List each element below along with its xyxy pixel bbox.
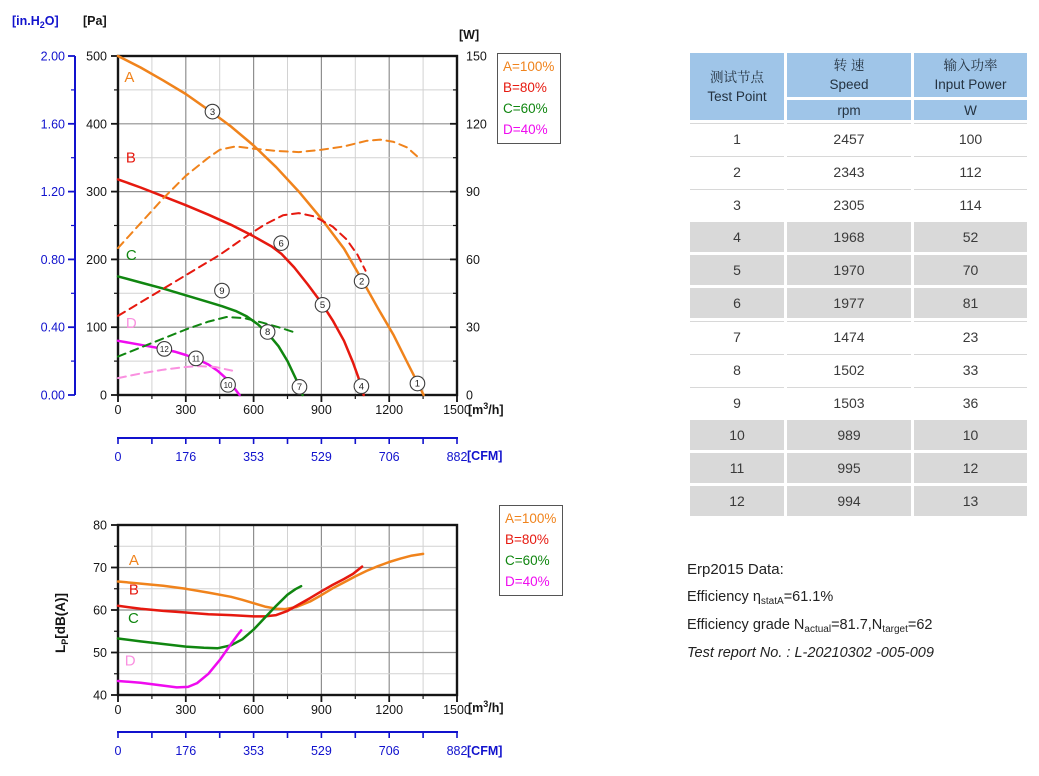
m3h-sup: 3 [483,401,489,411]
table-cell: 5 [690,255,784,285]
table-cell: 1474 [787,321,911,351]
table-row [690,222,1027,252]
table-row [690,255,1027,285]
svg-text:30: 30 [466,320,480,335]
table-row [690,321,1027,351]
axis-title-m3h-top [468,401,504,417]
point-marker-label-10: 10 [223,381,233,391]
point-marker-label-9: 9 [219,285,225,297]
table-cell: 10 [690,420,784,450]
curve-label-A: A [124,68,135,86]
noise-chart [0,486,560,776]
table-cell: 6 [690,288,784,318]
point-marker-label-5: 5 [319,300,326,312]
table-cell: 8 [690,354,784,384]
table-cell: 70 [914,255,1027,285]
table-cell: 114 [914,189,1027,219]
erp-eff-post: =61.1% [783,589,834,605]
erp-grade-line [687,617,934,635]
svg-text:150: 150 [466,49,487,64]
point-marker-label-7: 7 [296,382,303,394]
curve-label-A: A [128,551,139,569]
point-marker-label-3: 3 [209,106,216,118]
table-cell: 2305 [787,189,911,219]
series [118,551,423,688]
svg-text:0.40: 0.40 [40,320,65,335]
svg-text:60: 60 [93,603,107,618]
m3h-pre: [m [468,403,484,417]
curve-labels [124,69,137,332]
legend-entry: C=60% [505,553,550,568]
svg-text:1200: 1200 [375,403,404,417]
header-input-power [914,53,1027,97]
svg-text:1200: 1200 [375,703,404,717]
svg-text:176: 176 [175,450,197,464]
axis-title-m3h-bottom [468,699,504,715]
legend-entry: B=80% [503,80,547,95]
tick-labels [93,519,471,718]
svg-text:882: 882 [446,744,468,758]
svg-text:0.00: 0.00 [40,388,65,403]
svg-text:0: 0 [114,403,122,417]
svg-text:882: 882 [446,450,468,464]
table-cell: 1502 [787,354,911,384]
curve-A-power-dashed [118,140,417,249]
m3h-post: /h] [488,701,504,715]
table-cell: 112 [914,156,1027,186]
table-cell: 9 [690,387,784,417]
axis-title-lp [53,593,70,653]
point-marker-label-12: 12 [159,345,169,355]
point-marker-label-6: 6 [278,238,284,250]
curve-label-C: C [127,609,139,627]
table-cell: 52 [914,222,1027,252]
curve-A-noise [118,551,423,609]
legend-entry: C=60% [503,101,548,116]
header-power-unit: W [914,100,1027,120]
table-cell: 3 [690,189,784,219]
svg-text:706: 706 [378,744,400,758]
header-test-point-zh: 测试节点 [710,69,764,85]
curve-label-D: D [125,314,137,332]
table-cell: 995 [787,453,911,483]
table-row [690,354,1027,384]
svg-text:1500: 1500 [443,703,471,717]
point-markers [157,104,425,394]
axis-title-cfm-top: [CFM] [467,449,503,463]
svg-text:200: 200 [86,252,107,267]
table-row [690,486,1027,516]
erp-grade-sub2: target [882,624,908,635]
table-cell: 81 [914,288,1027,318]
curve-label-C: C [125,247,137,265]
svg-text:600: 600 [243,403,265,417]
legend-entry: D=40% [505,574,550,589]
legend-entry: B=80% [505,532,549,547]
table-cell: 1968 [787,222,911,252]
header-power-en: Input Power [934,77,1007,92]
svg-text:1500: 1500 [443,403,471,417]
axis-title-inh2o-sub: 2 [39,20,45,30]
svg-text:40: 40 [93,688,107,703]
curve-label-B: B [128,581,139,599]
svg-text:353: 353 [243,744,265,758]
aux-axis-inh2o [41,50,75,403]
point-marker-label-11: 11 [191,354,201,364]
curve-label-B: B [125,149,136,167]
curve-D-power-dashed [118,366,232,378]
svg-text:100: 100 [86,320,107,335]
table-row [690,189,1027,219]
svg-text:0: 0 [100,388,107,403]
svg-text:600: 600 [243,703,265,717]
svg-text:0: 0 [114,744,122,758]
svg-text:176: 176 [175,744,197,758]
table-cell: 989 [787,420,911,450]
erp-efficiency-line [687,589,934,607]
header-speed-zh: 转 速 [833,58,865,73]
svg-text:900: 900 [310,703,332,717]
aux-axis-cfm [115,732,468,758]
header-test-point [690,53,784,120]
erp-grade-sub1: actual [804,624,832,635]
table-cell: 2 [690,156,784,186]
header-test-point-en: Test Point [707,88,767,104]
svg-text:353: 353 [243,450,265,464]
table-cell: 13 [914,486,1027,516]
table-cell: 12 [914,453,1027,483]
erp-grade-post: =62 [907,617,933,633]
svg-text:500: 500 [86,49,107,64]
svg-text:529: 529 [310,450,332,464]
table-cell: 7 [690,321,784,351]
m3h-pre: [m [468,701,484,715]
svg-text:400: 400 [86,117,107,132]
point-marker-label-1: 1 [414,378,421,390]
legend-entry: D=40% [503,122,548,137]
table-cell: 1977 [787,288,911,318]
table-cell: 1 [690,123,784,153]
table-cell: 1503 [787,387,911,417]
header-power-zh: 输入功率 [943,58,998,73]
axis-title-w: [W] [459,28,480,42]
table-cell: 2343 [787,156,911,186]
erp-grade-pre: Efficiency grade N [687,617,805,633]
curve-C-pressure-solid [118,276,303,395]
axis-title-inh2o [12,14,59,30]
table-row [690,453,1027,483]
svg-text:120: 120 [466,117,487,132]
curve-label-D: D [124,652,136,670]
header-speed-unit: rpm [787,100,911,120]
erp-eff-sub: statA [760,596,784,607]
svg-text:300: 300 [86,185,107,200]
table-cell: 100 [914,123,1027,153]
svg-text:0: 0 [114,703,122,717]
m3h-sup: 3 [483,699,489,709]
erp-eff-pre: Efficiency η [687,589,761,605]
table-cell: 23 [914,321,1027,351]
svg-text:1.60: 1.60 [40,117,65,132]
header-speed [787,53,911,97]
table-row [690,420,1027,450]
lp-sub: P [60,638,70,645]
erp-title: Erp2015 Data: [687,561,784,578]
svg-text:1.20: 1.20 [40,185,65,200]
legend-entry: A=100% [503,59,555,74]
table-row [690,123,1027,153]
svg-text:529: 529 [310,744,332,758]
test-point-table [687,50,1030,519]
curve-D-noise [118,630,241,687]
svg-text:706: 706 [378,450,400,464]
table-row [690,156,1027,186]
axis-title-inh2o-text: [in.H [12,14,40,28]
table-header-row [690,53,1027,97]
axis-title-inh2o-text2: O] [44,14,59,28]
point-marker-label-4: 4 [358,381,365,393]
table-cell: 12 [690,486,784,516]
svg-text:60: 60 [466,252,480,267]
table-row [690,387,1027,417]
point-marker-label-2: 2 [358,276,365,288]
axis-title-pa: [Pa] [83,14,107,28]
table-row [690,288,1027,318]
table-cell: 4 [690,222,784,252]
erp-data-block [687,561,934,671]
svg-text:0.80: 0.80 [40,252,65,267]
svg-text:2.00: 2.00 [40,49,65,64]
legend-pressure-chart [497,53,561,144]
aux-axis-cfm [115,438,468,464]
svg-text:900: 900 [310,403,332,417]
table-cell: 36 [914,387,1027,417]
svg-text:0: 0 [114,450,122,464]
curve-C-noise [118,586,301,648]
legend-entry: A=100% [505,511,557,526]
erp-test-report: Test report No. : L-20210302 -005-009 [687,645,934,661]
erp-grade-mid: =81.7,N [831,617,883,633]
m3h-post: /h] [488,403,504,417]
table-cell: 994 [787,486,911,516]
lp-pre: L [53,644,68,653]
header-speed-en: Speed [829,77,869,92]
svg-text:300: 300 [175,703,197,717]
svg-text:0: 0 [466,388,473,403]
point-marker-label-8: 8 [264,327,271,339]
axis-title-cfm-bottom: [CFM] [467,744,503,758]
table-cell: 33 [914,354,1027,384]
lp-post: [dB(A)] [53,593,68,639]
table-cell: 2457 [787,123,911,153]
table-cell: 1970 [787,255,911,285]
svg-text:80: 80 [93,518,107,533]
table-cell: 11 [690,453,784,483]
table-cell: 10 [914,420,1027,450]
svg-text:300: 300 [175,403,197,417]
svg-text:70: 70 [93,561,107,575]
svg-text:90: 90 [466,185,480,200]
svg-text:50: 50 [93,646,107,660]
legend-noise-chart [499,505,563,596]
